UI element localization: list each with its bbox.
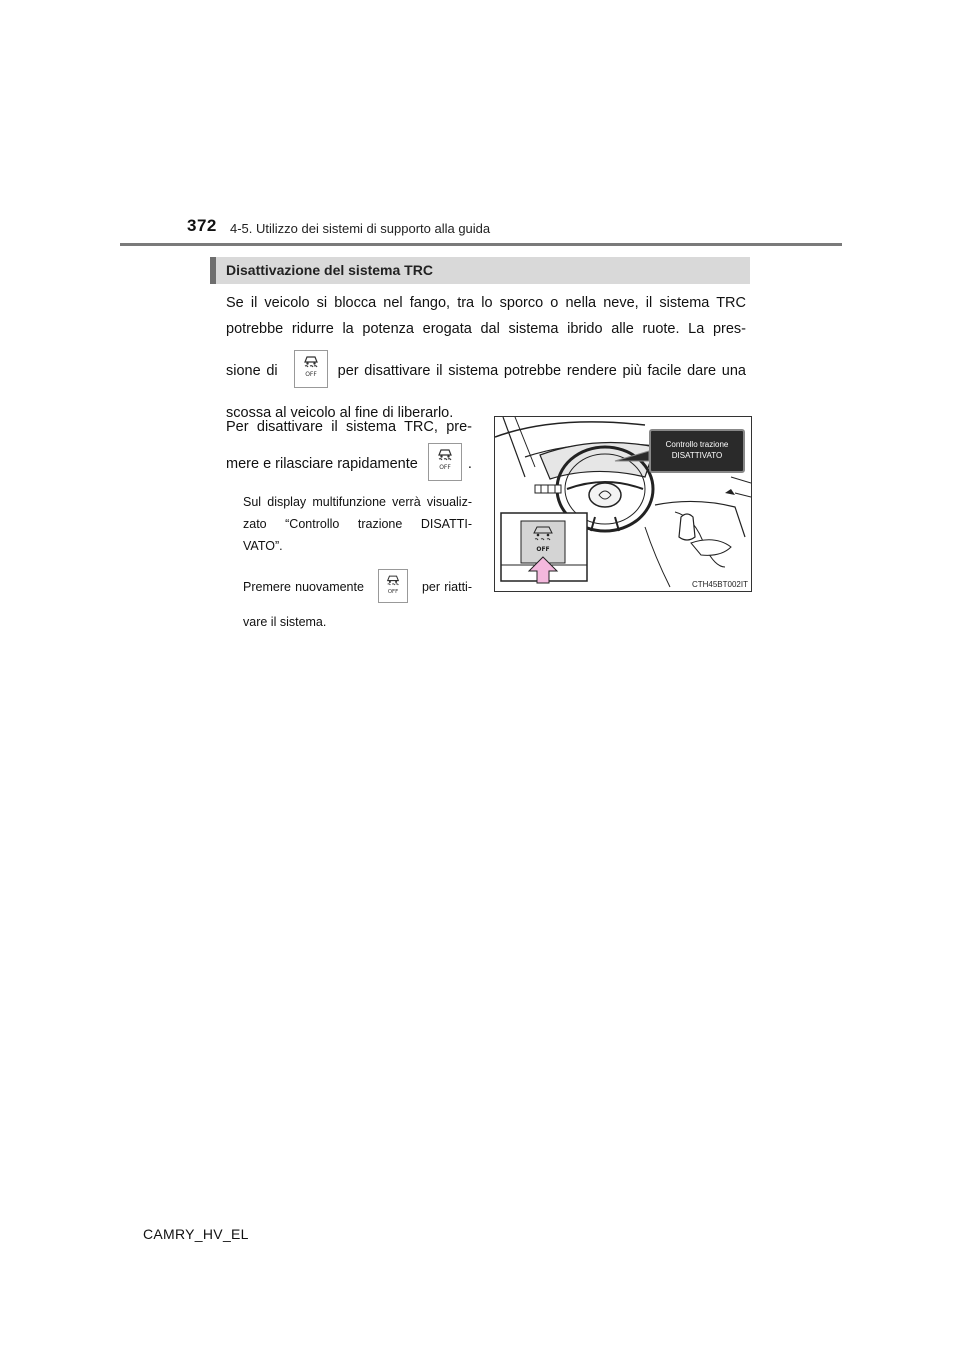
section-heading [210,257,750,284]
text-line: scossa al veicolo al fine di liberarlo. [226,405,454,421]
text-fragment: mere e rilasciare rapidamente [226,456,418,472]
display-note [243,491,472,557]
text-line: zato “Controllo trazione DISATTI- [243,517,472,531]
illustration-code: CTH45BT002IT [691,580,748,589]
text-line: VATO”. [243,539,283,553]
dashboard-illustration [494,416,752,592]
text-line [226,439,472,489]
trc-off-icon [294,350,328,388]
svg-text:OFF: OFF [439,464,451,472]
text-fragment: per riatti- [421,580,472,594]
callout-line-1: Controllo trazione [665,440,729,449]
callout-box [649,429,745,473]
header-rule [120,243,842,246]
main-paragraph [226,290,746,426]
text-line [226,342,746,400]
text-line [243,563,472,611]
text-line: Per disattivare il sistema TRC, pre- [226,419,472,435]
chapter-title: 4-5. Utilizzo dei sistemi di supporto alla guida [230,221,491,236]
footer-model: CAMRY_HV_EL [143,1226,249,1242]
trc-off-icon [378,569,408,603]
text-fragment: sione di [226,363,278,379]
section-title: Disattivazione del sistema TRC [226,262,433,278]
text-line: vare il sistema. [243,615,327,629]
text-line: Se il veicolo si blocca nel fango, tra lo sporco o nella neve, il sistema TRC [226,295,746,311]
text-line: potrebbe ridurre la potenza erogata dal sistema ibrido alle ruote. La pres- [226,321,746,337]
instruction-paragraph [226,415,472,489]
page-number: 372 [187,216,217,235]
reactivate-note [243,563,472,633]
section-accent [210,257,216,284]
text-line: Sul display multifunzione verrà visualiz- [243,495,472,509]
trc-off-icon [428,443,462,481]
off-button-label: OFF [536,546,550,553]
callout-line-2: DISATTIVATO [671,451,723,460]
text-fragment: Premere nuovamente [243,580,364,594]
text-fragment: . [467,456,472,472]
svg-text:OFF: OFF [387,588,399,595]
svg-text:OFF: OFF [304,371,317,379]
text-fragment: per disattivare il sistema potrebbe rendere più facile dare una [337,363,746,379]
